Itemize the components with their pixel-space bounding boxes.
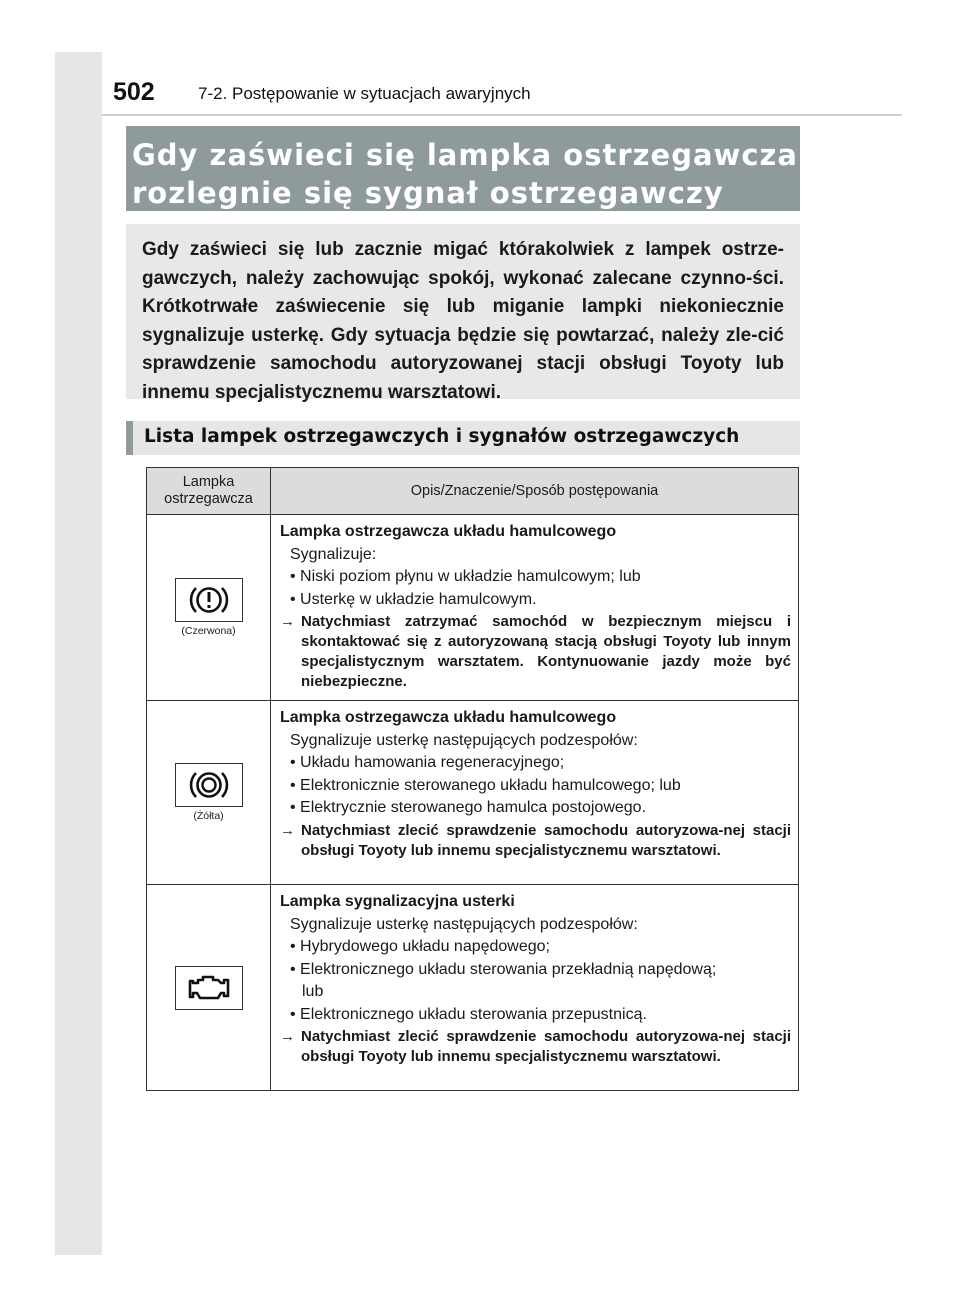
header-col-lamp-line2: ostrzegawcza xyxy=(164,491,253,507)
description-cell xyxy=(271,701,799,885)
row-action xyxy=(280,1027,791,1067)
row-action-text: Natychmiast zatrzymać samochód w bezpiecznym miejscu i skontaktować się z autoryzowaną stacją obsługi Toyoty lub innym specjalistycznym warsztatem. Kontynuowanie jazdy może być niebezpieczne. xyxy=(301,613,791,690)
icon-caption: (Czerwona) xyxy=(181,625,236,637)
intro-text: Gdy zaświeci się lub zacznie migać którakolwiek z lampek ostrze-gawczych, należy zachowując spokój, wykonać zalecane czynno-ści. Krótkotrwałe zaświecenie się lub miganie lampki niekoniecznie sygnalizuje usterkę. Gdy sytuacja będzie się powtarzać, należy zle-cić sprawdzenie samochodu autoryzowanej stacji obsługi Toyoty lub innemu specjalistycznemu warsztatowi. xyxy=(142,239,784,403)
header-col-lamp-line1: Lampka xyxy=(182,474,235,490)
description-cell xyxy=(271,885,799,1091)
icon-cell xyxy=(147,701,271,885)
row-intro: Sygnalizuje usterkę następujących podzespołów: xyxy=(290,915,638,933)
section-title xyxy=(126,126,864,211)
row-bullet: • Elektronicznie sterowanego układu hamulcowego; lub xyxy=(290,776,681,794)
row-title: Lampka ostrzegawcza układu hamulcowego xyxy=(280,709,617,726)
brake-system-icon xyxy=(175,763,243,807)
table-header-row xyxy=(147,468,799,515)
engine-malfunction-icon xyxy=(175,966,243,1010)
header-divider xyxy=(102,114,902,116)
row-action xyxy=(280,821,791,861)
row-bullet: • Hybrydowego układu napędowego; xyxy=(290,938,550,955)
table-row xyxy=(147,701,799,885)
icon-cell xyxy=(147,515,271,701)
arrow-icon: → xyxy=(280,1028,295,1045)
row-bullet: • Elektrycznie sterowanego hamulca postojowego. xyxy=(290,799,647,816)
brake-warning-icon xyxy=(175,578,243,622)
table-row xyxy=(147,515,799,701)
row-bullet: • Usterkę w układzie hamulcowym. xyxy=(290,590,537,608)
subheading xyxy=(126,421,800,455)
row-title: Lampka ostrzegawcza układu hamulcowego xyxy=(280,523,617,540)
subheading-text: Lista lampek ostrzegawczych i sygnałów ostrzegawczych xyxy=(144,426,740,447)
table-row xyxy=(147,885,799,1091)
page-number: 502 xyxy=(113,78,155,106)
row-bullet: • Układu hamowania regeneracyjnego; xyxy=(290,754,565,771)
row-bullet: • Elektronicznego układu sterowania przepustnicą. xyxy=(290,1005,647,1023)
arrow-icon: → xyxy=(280,821,295,839)
section-title-line2: rozlegnie się sygnał ostrzegawczy xyxy=(132,176,724,210)
header-col-lamp xyxy=(147,468,271,515)
row-action-text: Natychmiast zlecić sprawdzenie samochodu autoryzowa-nej stacji obsługi Toyoty lub innemu specjalistycznemu warsztatowi. xyxy=(301,1028,791,1065)
chapter-title: 7-2. Postępowanie w sytuacjach awaryjnych xyxy=(198,84,531,103)
icon-cell xyxy=(147,885,271,1091)
row-action xyxy=(280,612,791,692)
description-cell xyxy=(271,515,799,701)
icon-caption: (Żółta) xyxy=(193,810,224,822)
row-title: Lampka sygnalizacyjna usterki xyxy=(280,893,515,910)
header-col-description: Opis/Znaczenie/Sposób postępowania xyxy=(271,468,799,515)
row-intro: Sygnalizuje usterkę następujących podzespołów: xyxy=(290,731,638,749)
arrow-icon: → xyxy=(280,613,295,630)
row-bullet: • Niski poziom płynu w układzie hamulcowym; lub xyxy=(290,568,641,585)
row-intro: Sygnalizuje: xyxy=(290,545,377,563)
row-bullet-continuation: lub xyxy=(302,983,324,1000)
page-side-strip xyxy=(55,52,102,1255)
section-title-line1: Gdy zaświeci się lampka ostrzegawcza lub xyxy=(132,138,864,172)
intro-box xyxy=(126,224,800,403)
row-action-text: Natychmiast zlecić sprawdzenie samochodu autoryzowa-nej stacji obsługi Toyoty lub innemu specjalistycznemu warsztatowi. xyxy=(301,821,791,859)
warning-lights-table xyxy=(146,467,799,1091)
row-bullet: • Elektronicznego układu sterowania przekładnią napędową; xyxy=(290,960,717,978)
